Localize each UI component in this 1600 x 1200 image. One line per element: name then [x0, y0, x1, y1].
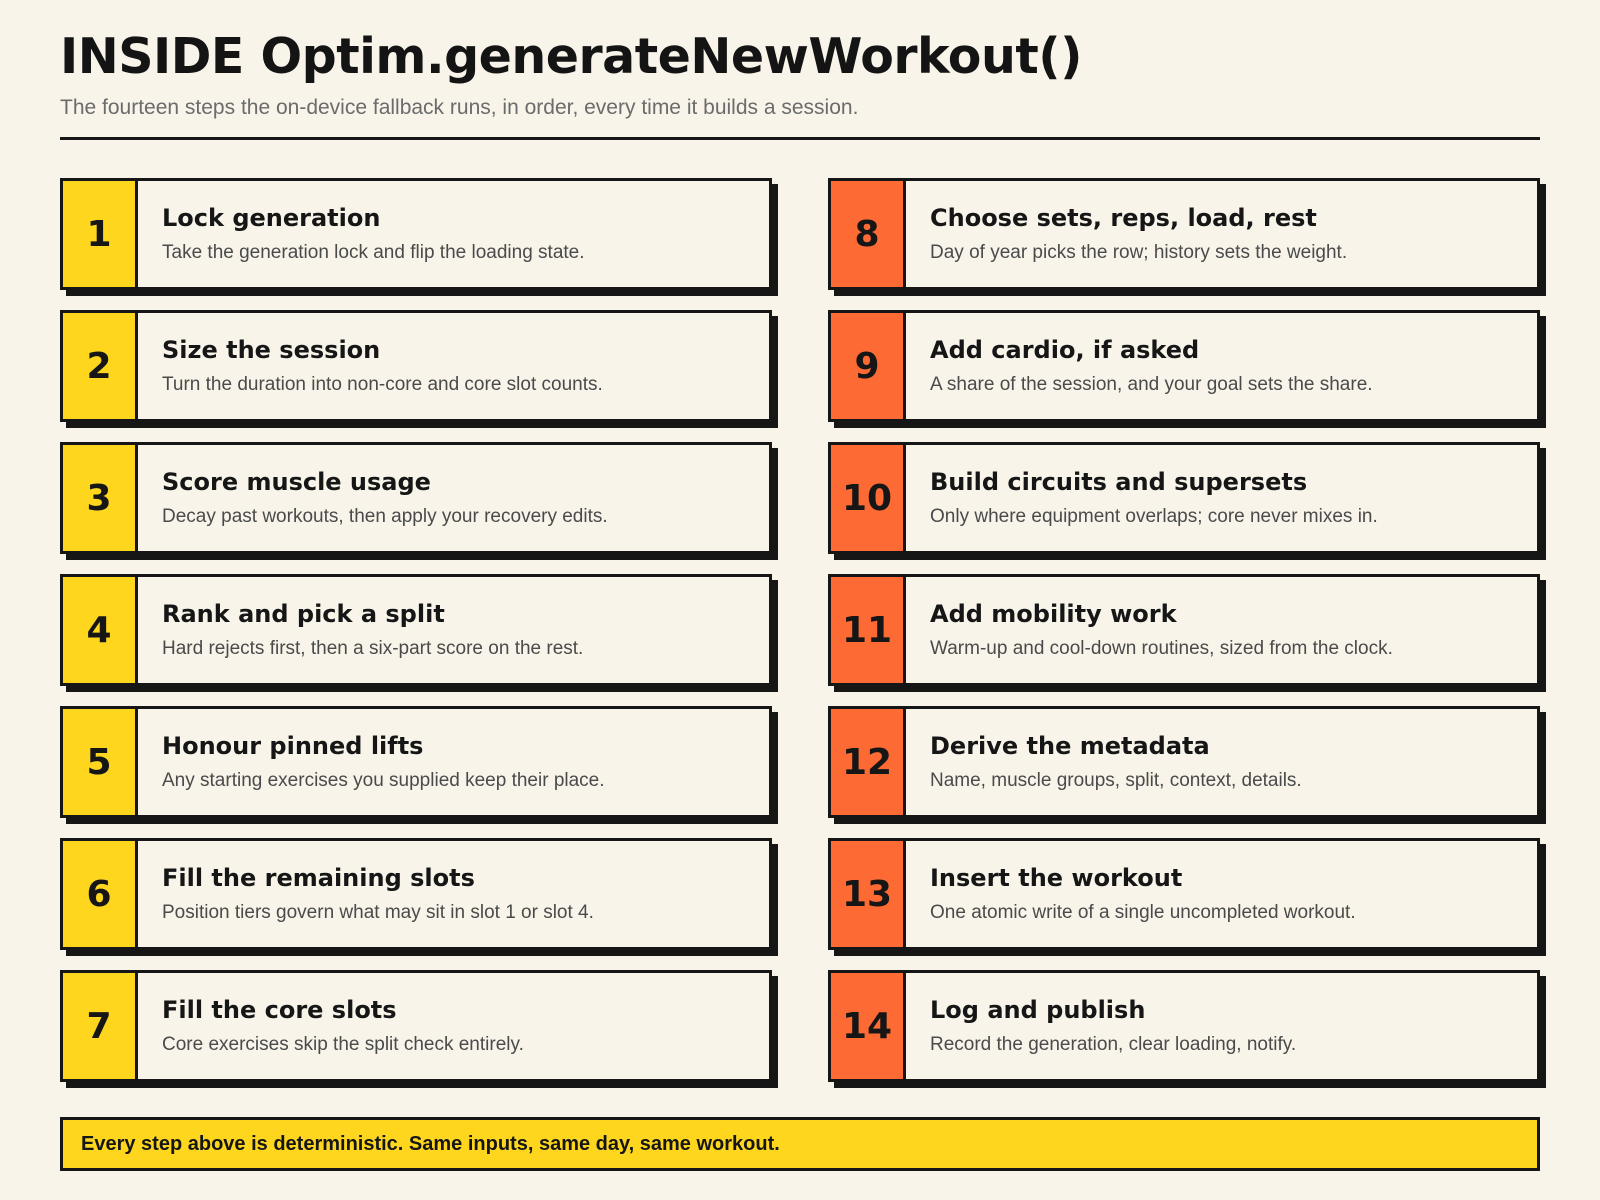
step-description: Record the generation, clear loading, notify.	[930, 1034, 1297, 1055]
step-card	[828, 310, 1540, 422]
step-text	[906, 181, 1537, 287]
step-number: 9	[831, 313, 906, 419]
step-title: Fill the remaining slots	[162, 864, 475, 892]
step-card	[828, 706, 1540, 818]
step-description: Only where equipment overlaps; core never mixes in.	[930, 506, 1378, 527]
step-description: Day of year picks the row; history sets the weight.	[930, 242, 1348, 263]
step-description: Turn the duration into non-core and core slot counts.	[162, 374, 603, 395]
step-text	[906, 709, 1537, 815]
step-description: Name, muscle groups, split, context, details.	[930, 770, 1302, 791]
step-text	[138, 709, 769, 815]
step-text	[906, 445, 1537, 551]
step-text	[138, 577, 769, 683]
step-title: Build circuits and supersets	[930, 468, 1308, 496]
step-number: 6	[63, 841, 138, 947]
step-title: Score muscle usage	[162, 468, 431, 496]
step-description: Decay past workouts, then apply your recovery edits.	[162, 506, 608, 527]
step-title: Size the session	[162, 336, 381, 364]
step-title: Derive the metadata	[930, 732, 1210, 760]
step-text	[906, 577, 1537, 683]
step-description: Position tiers govern what may sit in slot 1 or slot 4.	[162, 902, 594, 923]
step-number: 2	[63, 313, 138, 419]
step-card	[60, 574, 772, 686]
step-number: 13	[831, 841, 906, 947]
step-title: Add cardio, if asked	[930, 336, 1200, 364]
step-number: 14	[831, 973, 906, 1079]
step-card	[828, 178, 1540, 290]
step-title: Insert the workout	[930, 864, 1183, 892]
step-text	[138, 841, 769, 947]
step-description: A share of the session, and your goal sets the share.	[930, 374, 1373, 395]
step-text	[906, 973, 1537, 1079]
step-text	[906, 841, 1537, 947]
step-card	[828, 442, 1540, 554]
step-title: Lock generation	[162, 204, 381, 232]
step-text	[138, 973, 769, 1079]
step-description: Any starting exercises you supplied keep their place.	[162, 770, 605, 791]
step-description: Hard rejects first, then a six-part score on the rest.	[162, 638, 584, 659]
step-number: 11	[831, 577, 906, 683]
step-description: Warm-up and cool-down routines, sized from the clock.	[930, 638, 1393, 659]
step-number: 3	[63, 445, 138, 551]
step-number: 12	[831, 709, 906, 815]
step-title: Add mobility work	[930, 600, 1177, 628]
step-number: 10	[831, 445, 906, 551]
step-text	[138, 445, 769, 551]
step-number: 1	[63, 181, 138, 287]
step-title: Fill the core slots	[162, 996, 397, 1024]
step-number: 4	[63, 577, 138, 683]
step-card	[60, 838, 772, 950]
step-description: Core exercises skip the split check entirely.	[162, 1034, 524, 1055]
page	[60, 0, 1540, 1200]
step-card	[60, 970, 772, 1082]
step-number: 5	[63, 709, 138, 815]
steps-grid	[60, 178, 1540, 1082]
step-title: Honour pinned lifts	[162, 732, 424, 760]
page-subtitle: The fourteen steps the on-device fallback runs, in order, every time it builds a session.	[60, 96, 859, 119]
title-divider	[60, 137, 1540, 140]
step-description: One atomic write of a single uncompleted workout.	[930, 902, 1356, 923]
step-card	[60, 706, 772, 818]
footer-note: Every step above is deterministic. Same inputs, same day, same workout.	[60, 1117, 1540, 1171]
step-card	[828, 838, 1540, 950]
step-text	[138, 181, 769, 287]
step-card	[60, 442, 772, 554]
step-number: 7	[63, 973, 138, 1079]
step-text	[138, 313, 769, 419]
step-number: 8	[831, 181, 906, 287]
step-card	[60, 178, 772, 290]
step-title: Choose sets, reps, load, rest	[930, 204, 1317, 232]
step-title: Log and publish	[930, 996, 1146, 1024]
step-card	[60, 310, 772, 422]
step-card	[828, 970, 1540, 1082]
step-text	[906, 313, 1537, 419]
step-description: Take the generation lock and flip the loading state.	[162, 242, 585, 263]
page-title: INSIDE Optim.generateNewWorkout()	[60, 28, 1083, 85]
step-card	[828, 574, 1540, 686]
step-title: Rank and pick a split	[162, 600, 445, 628]
